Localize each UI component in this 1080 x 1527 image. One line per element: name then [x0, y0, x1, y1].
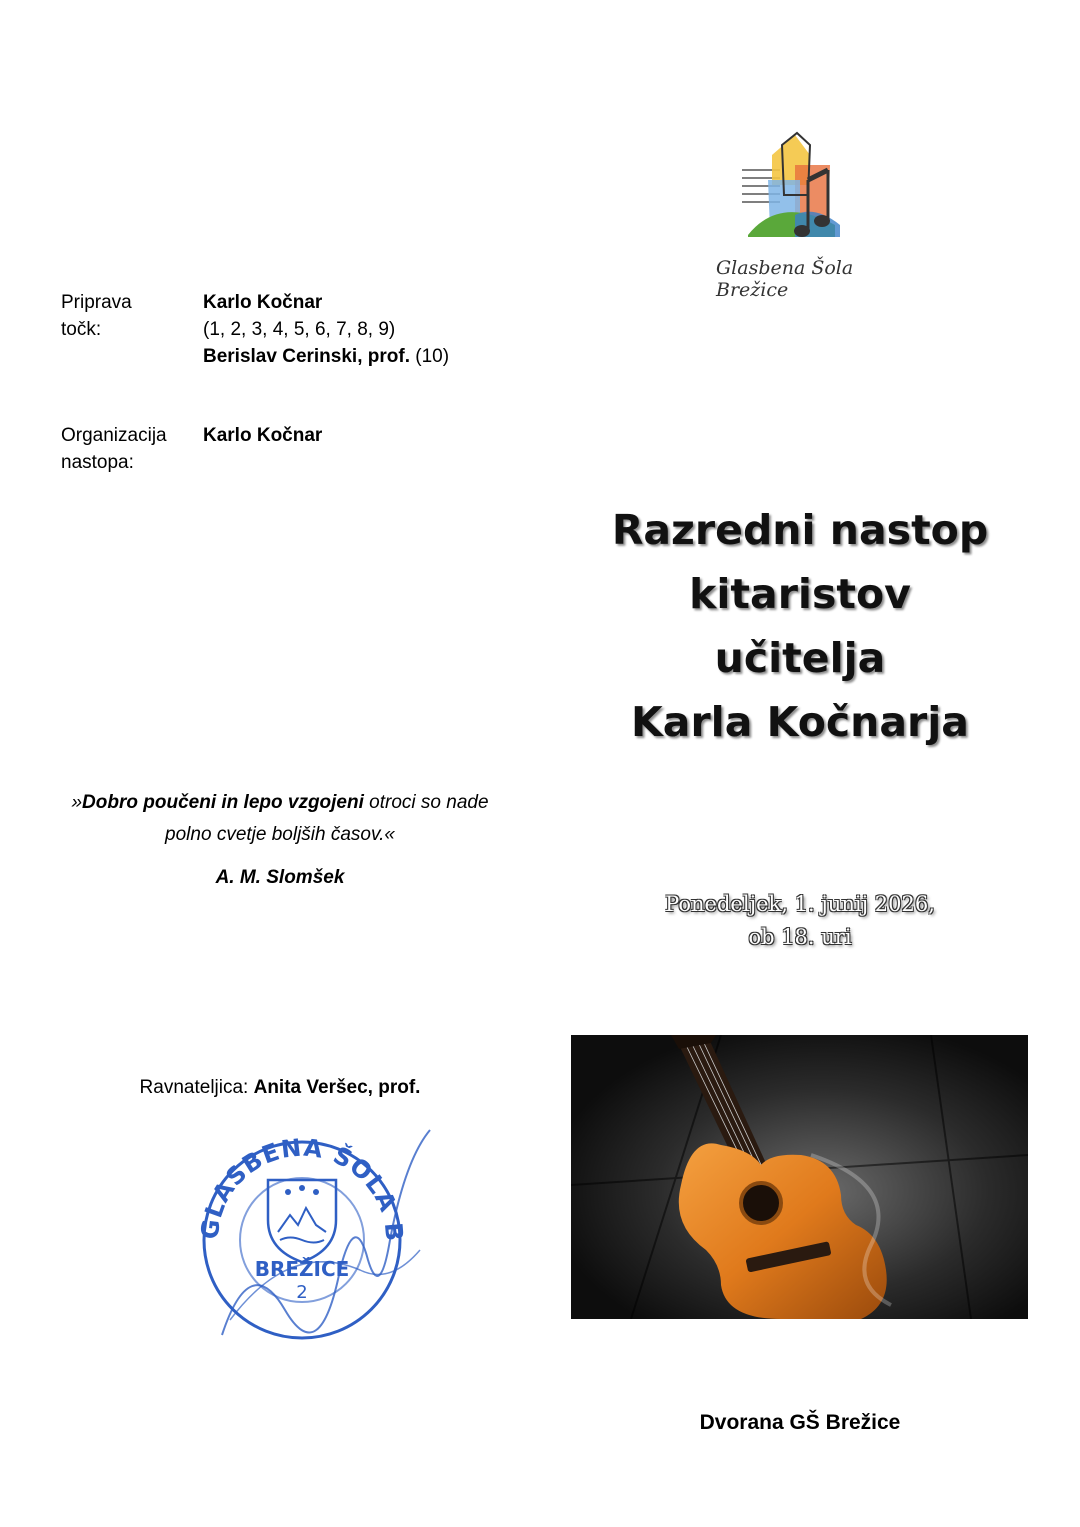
- event-date-line2: ob 18. uri: [748, 925, 852, 949]
- director-label: Ravnateljica:: [139, 1077, 254, 1098]
- stamp-ring-text: GLASBENA ŠOLA B: [195, 1133, 409, 1243]
- event-title: [570, 498, 1030, 754]
- organization-label-line2: nastopa:: [61, 452, 134, 473]
- quote-bold-part: Dobro poučeni in lepo vzgojeni: [82, 792, 364, 813]
- quote-rest-line1: otroci so nade: [363, 792, 489, 813]
- event-title-line2: kitaristov: [689, 570, 911, 618]
- quote-line1: [40, 787, 520, 819]
- school-logo: [700, 125, 890, 301]
- event-title-line1: Razredni nastop: [611, 506, 989, 554]
- stamp-number: 2: [296, 1282, 308, 1303]
- quote-line2: polno cvetje boljših časov.«: [165, 824, 395, 845]
- director-name: Anita Veršec, prof.: [253, 1077, 421, 1098]
- preparation-name1: Karlo Kočnar: [203, 292, 323, 313]
- event-date-line1: Ponedeljek, 1. junij 2026,: [665, 892, 935, 916]
- guitar-icon: [571, 1035, 1028, 1319]
- preparation-label-line1: Priprava: [61, 292, 132, 313]
- school-logo-icon: [700, 125, 890, 255]
- quote-author: A. M. Slomšek: [215, 867, 345, 888]
- preparation-line3: [203, 343, 563, 370]
- preparation-label-line2: točk:: [61, 319, 102, 340]
- organization-label-line1: Organizacija: [61, 425, 167, 446]
- event-venue: Dvorana GŠ Brežice: [699, 1411, 901, 1434]
- quote: [40, 787, 520, 851]
- preparation-label: [61, 289, 191, 343]
- preparation-items1: (1, 2, 3, 4, 5, 6, 7, 8, 9): [203, 319, 396, 340]
- school-logo-text: Glasbena Šola Brežice: [716, 257, 854, 301]
- preparation-values: [203, 289, 563, 370]
- official-stamp: [190, 1120, 440, 1340]
- quote-open-mark: »: [71, 792, 83, 813]
- director-line: [40, 1077, 520, 1099]
- event-date: [570, 888, 1030, 954]
- guitar-photo: [571, 1035, 1028, 1319]
- organization-label: [61, 422, 201, 476]
- event-title-line4: Karla Kočnarja: [631, 698, 969, 746]
- stamp-city: BREŽICE: [254, 1257, 350, 1281]
- preparation-items2: (10): [415, 346, 450, 367]
- preparation-name2: Berislav Cerinski, prof.: [203, 346, 410, 367]
- event-title-line3: učitelja: [714, 634, 886, 682]
- stamp-icon: [190, 1120, 440, 1340]
- organization-name: Karlo Kočnar: [203, 425, 323, 446]
